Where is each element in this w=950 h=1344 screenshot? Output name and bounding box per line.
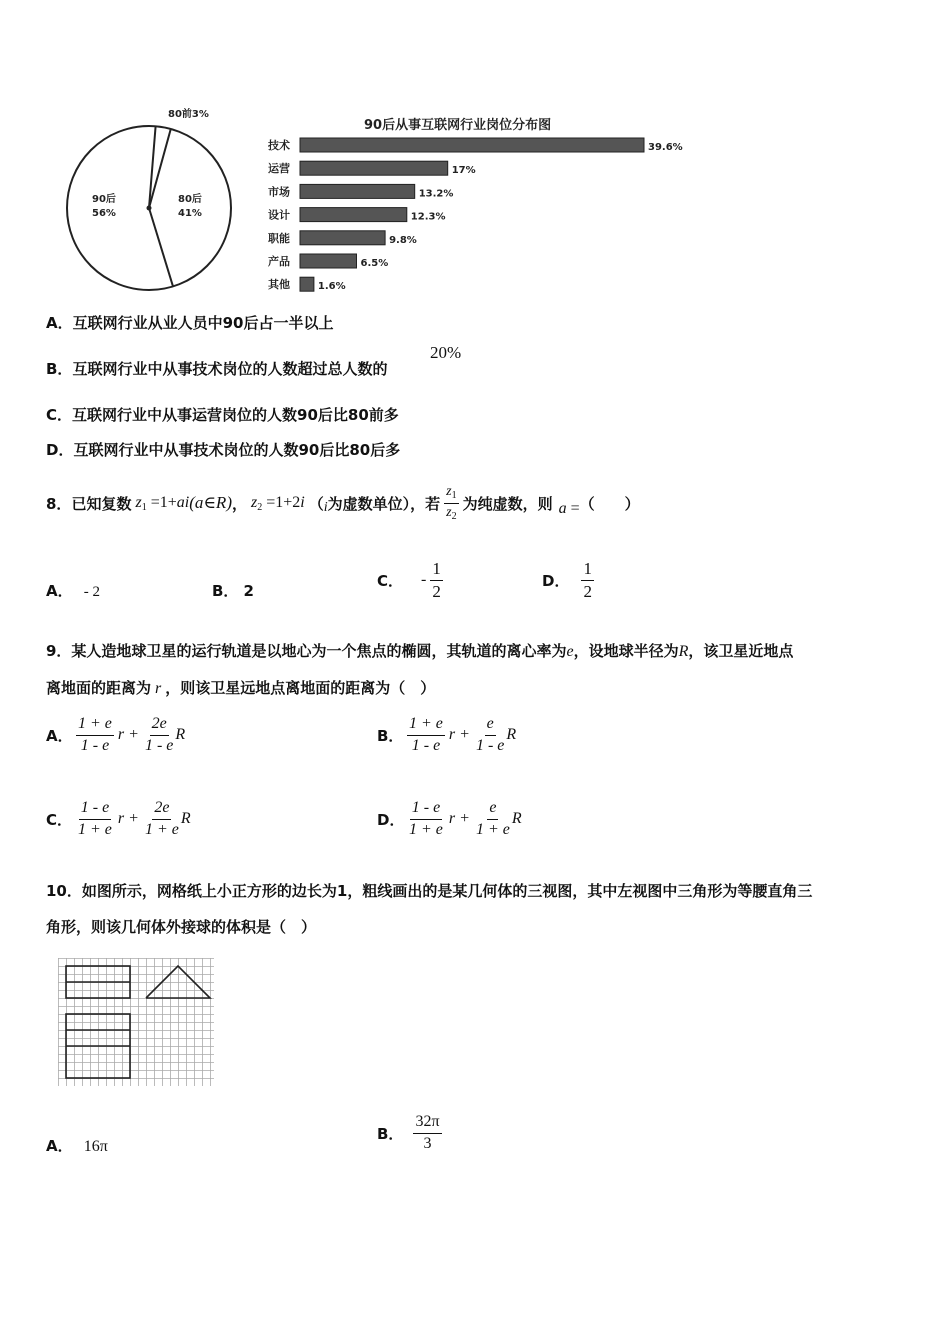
z2-expr: =1+2 [266, 494, 301, 511]
ai: ai [176, 494, 190, 511]
bar-0 [300, 138, 644, 152]
comma: ， [231, 494, 247, 513]
answer-paren: （ ） [579, 494, 640, 513]
q8-option-b: B． 2 [212, 582, 254, 600]
bar-category-6: 其他 [268, 278, 290, 292]
z1-over-z2: $\frac{z_1}{z_2}$ [446, 484, 457, 522]
q7-option-d [46, 439, 400, 460]
q8-text-3: 为纯虚数，则 [462, 494, 553, 513]
q7-option-c [46, 404, 399, 425]
bar-category-4: 职能 [268, 231, 290, 245]
option-text: 互联网行业中从事技术岗位的人数90后比80后多 [73, 441, 401, 459]
bar-value-label-4: 9.8% [389, 234, 417, 246]
q7-option-b-math: 20% [430, 343, 462, 362]
three-view-grid-figure [58, 958, 220, 1086]
bar-value-label-0: 39.6% [648, 142, 683, 153]
pie-label-80qian: 80前3% [168, 109, 209, 120]
bar-value-label-5: 6.5% [360, 258, 389, 269]
paren: （ [308, 494, 324, 513]
bar-value-label-1: 17% [451, 165, 476, 177]
q8-option-a: A． - 2 [46, 582, 100, 600]
bar-category-1: 运营 [268, 162, 290, 176]
bar-value-label-6: 1.6% [317, 281, 346, 293]
bar-category-3: 设计 [268, 208, 290, 222]
option-text: 互联网行业中从事运营岗位的人数90后比80前多 [72, 406, 399, 424]
option-label: B． [46, 360, 73, 378]
bar-category-5: 产品 [268, 255, 290, 268]
q9-option-c: C． $\frac{1 - e}{1 + e}$ r + $\frac{2e}{1 + e}$ R [46, 799, 191, 838]
pie-label-90hou: 90后 56% [92, 194, 116, 219]
option-label: A． [46, 314, 73, 332]
bar-category-2: 市场 [268, 185, 290, 199]
bar-category-0: 技术 [268, 139, 290, 152]
bar-6 [300, 277, 314, 291]
q8-stem [46, 475, 640, 531]
q10-option-a: A． 16π [46, 1137, 108, 1155]
option-text: 互联网行业中从事技术岗位的人数超过总人数的 [72, 360, 388, 378]
bar-value-label-2: 13.2% [418, 188, 454, 200]
bar-1 [300, 161, 448, 175]
q8-text-2: 为虚数单位），若 [327, 494, 441, 513]
equals: = [570, 500, 580, 517]
q9-option-a: A． $\frac{1 + e}{1 - e}$ r + $\frac{2e}{1 - e}$ R [46, 715, 186, 754]
bar-chart [262, 110, 702, 295]
pie-label-80hou: 80后 41% [178, 194, 202, 219]
q10-stem-line1: 10．如图所示，网格纸上小正方形的边长为1，粗线画出的是某几何体的三视图，其中左视图中三角形为等腰直角三 [46, 882, 813, 900]
i: i [300, 494, 305, 511]
q9-stem-line1: 9．某人造地球卫星的运行轨道是以地心为一个焦点的椭圆，其轨道的离心率为e，设地球半径为R，该卫星近地点 [46, 642, 794, 660]
a-var: a [558, 500, 567, 517]
bar-4 [300, 231, 385, 245]
bar-chart-title: 90后从事互联网行业岗位分布图 [364, 118, 552, 133]
option-label: C． [46, 406, 73, 424]
z1: $z_1$ [135, 493, 147, 513]
option-label: D． [46, 441, 74, 459]
q9-option-d: D． $\frac{1 - e}{1 + e}$ r + $\frac{e}{1 + e}$ R [377, 799, 522, 838]
bar-5 [300, 254, 357, 268]
condition: (a∈R) [189, 493, 232, 512]
bar-3 [300, 208, 407, 222]
pie-center [147, 206, 152, 211]
q8-text: 已知复数 [71, 494, 132, 513]
z1-expr: =1+ [150, 494, 177, 511]
option-text: 互联网行业从业人员中90后占一半以上 [72, 314, 334, 332]
q8-option-c: C． - $\frac{1}{2}$ [377, 558, 441, 601]
q9-option-b: B． $\frac{1 + e}{1 - e}$ r + $\frac{e}{1 - e}$ R [377, 715, 517, 754]
q8-option-d: D． $\frac{1}{2}$ [542, 558, 592, 601]
q7-option-b [46, 358, 387, 379]
q7-option-a [46, 312, 334, 333]
bar-value-label-3: 12.3% [410, 211, 446, 223]
q9-stem-line2: 离地面的距离为 r ，则该卫星远地点离地面的距离为（ ） [46, 679, 436, 697]
q10-option-b: B． $\frac{32\pi}{3}$ [377, 1113, 440, 1152]
pie-chart [60, 104, 250, 294]
question-number: 8． [46, 494, 72, 513]
i-unit: i [323, 500, 328, 515]
bar-2 [300, 184, 415, 198]
side-view-triangle [146, 966, 210, 998]
z2: $z_2$ [251, 493, 263, 513]
q10-stem-line2: 角形，则该几何体外接球的体积是（ ） [46, 918, 317, 936]
